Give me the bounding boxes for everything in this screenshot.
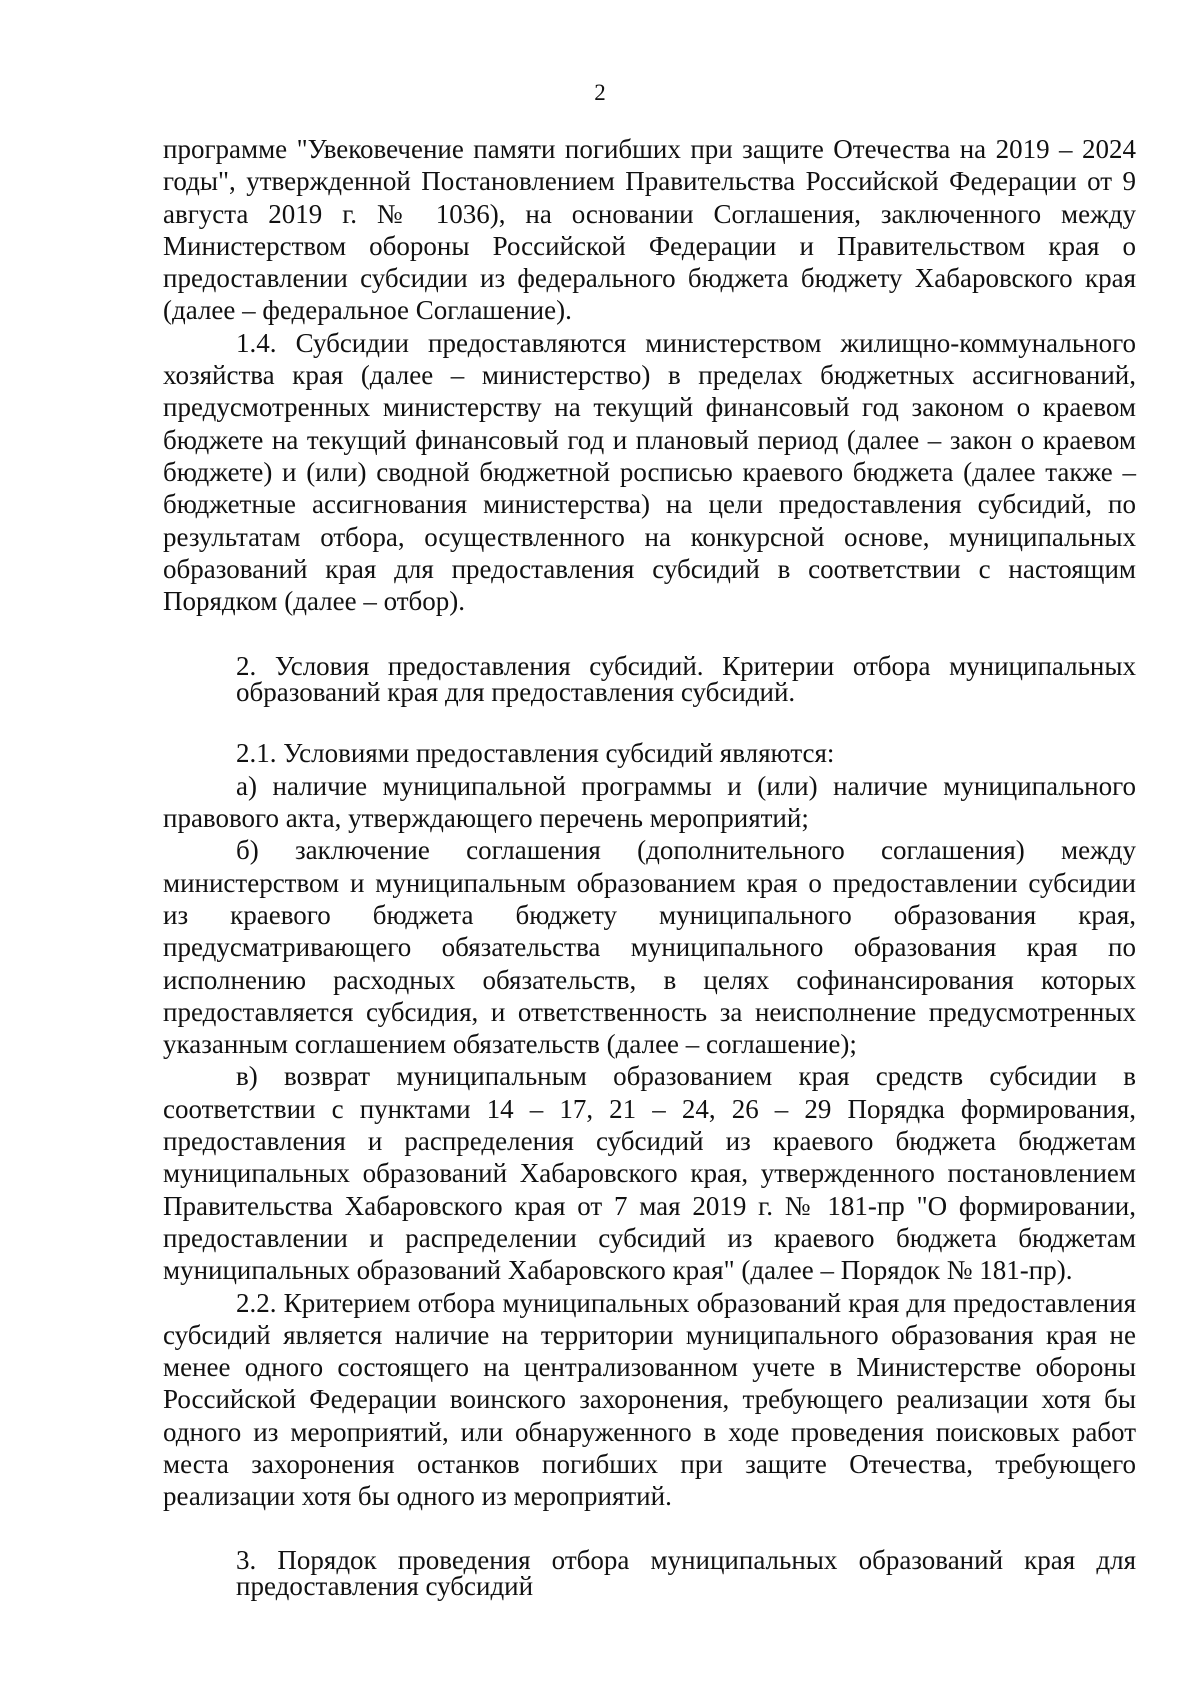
spacer bbox=[163, 1513, 1136, 1547]
paragraph-program-reference: программе "Увековечение памяти погибших при защите Отечества на 2019 – 2024 годы", утвержденной Постановлением Правительства Российской Федерации от 9 августа 2019 г. № 1036), на основании Соглашения, заключенного между Министерством обороны Российской Федерации и Правительством края о предоставлении субсидии из федерального бюджета бюджету Хабаровского края (далее – федеральное Соглашение). bbox=[163, 134, 1136, 326]
paragraph-2-1-v: в) возврат муниципальным образованием края средств субсидии в соответствии с пунктами 14 – 17, 21 – 24, 26 – 29 Порядка формирования, предоставления и распределения субсидий из краевого бюджета бюджетам муниципальных образований Хабаровского края, утвержденного постановлением Правительства Хабаровского края от 7 мая 2019 г. № 181-пр "О формировании, предоставлении и распределении субсидий из краевого бюджета бюджетам муниципальных образований Хабаровского края" (далее – Порядок № 181-пр). bbox=[163, 1061, 1136, 1286]
page-number: 2 bbox=[594, 80, 606, 105]
document-body bbox=[163, 133, 1136, 1599]
paragraph-2-1-a: а) наличие муниципальной программы и (или) наличие муниципального правового акта, утверждающего перечень мероприятий; bbox=[163, 770, 1136, 834]
section-heading-3: 3. Порядок проведения отбора муниципальных образований края для предоставления субсидий bbox=[236, 1544, 1136, 1601]
paragraph-2-2: 2.2. Критерием отбора муниципальных образований края для предоставления субсидий является наличие на территории муниципального образования края не менее одного состоящего на централизованном учете в Министерстве обороны Российской Федерации воинского захоронения, требующего реализации хотя бы одного из мероприятий, или обнаруженного в ходе проведения поисковых работ места захоронения останков погибших при защите Отечества, требующего реализации хотя бы одного из мероприятий. bbox=[163, 1287, 1136, 1512]
section-heading-2: 2. Условия предоставления субсидий. Критерии отбора муниципальных образований края для предоставления субсидий. bbox=[236, 651, 1136, 708]
paragraph-1-4: 1.4. Субсидии предоставляются министерством жилищно-коммунального хозяйства края (далее – министерство) в пределах бюджетных ассигнований, предусмотренных министерству на текущий финансовый год законом о краевом бюджете на текущий финансовый год и плановый период (далее – закон о краевом бюджете) и (или) сводной бюджетной росписью краевого бюджета (далее также – бюджетные ассигнования министерства) на цели предоставления субсидий, по результатам отбора, осуществленного на конкурсной основе, муниципальных образований края для предоставления субсидий в соответствии с настоящим Порядком (далее – отбор). bbox=[163, 327, 1136, 617]
paragraph-2-1-b: б) заключение соглашения (дополнительного соглашения) между министерством и муниципальным образованием края о предоставлении субсидии из краевого бюджета бюджету муниципального образования края, предусматривающего обязательства муниципального образования края по исполнению расходных обязательств, в целях софинансирования которых предоставляется субсидия, и ответственность за неисполнение предусмотренных указанным соглашением обязательств (далее – соглашение); bbox=[163, 835, 1136, 1060]
paragraph-2-1: 2.1. Условиями предоставления субсидий являются: bbox=[236, 738, 835, 769]
spacer bbox=[163, 705, 1136, 737]
spacer bbox=[163, 617, 1136, 653]
